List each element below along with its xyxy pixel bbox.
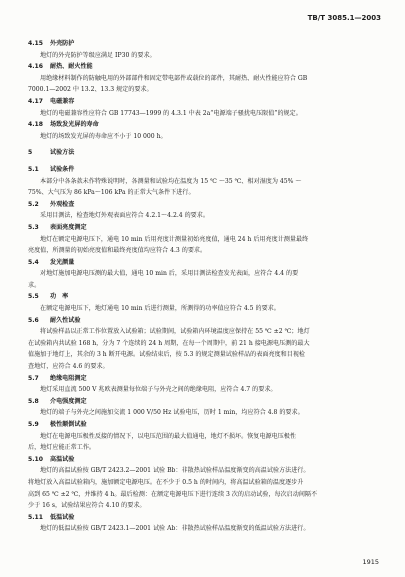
body-text-line: 地灯的场致发光屏的寿命应不小于 10 000 h。 [40, 132, 167, 140]
section-title: 功 率 [50, 293, 69, 301]
body-text-line: 后，地灯应能正常工作。 [28, 444, 96, 452]
section-number: 4.16 [28, 63, 44, 71]
section-number: 5.4 [28, 258, 39, 266]
section-heading [28, 373, 385, 385]
section-title: 场致发光屏的寿命 [50, 121, 99, 129]
body-text-line: 亮度值，所测量的初始亮度值和最终亮度值均应符合 4.3 的要求。 [28, 247, 207, 255]
section-number: 5.8 [28, 397, 39, 405]
section-heading [28, 512, 385, 524]
section-heading [28, 119, 385, 131]
section-number: 5.2 [28, 200, 39, 208]
section-heading [28, 315, 385, 327]
body-text-line: 地灯的电磁兼容性应符合 GB 17743—1999 的 4.3.1 中表 2a“电源端子骚扰电压限值”的规定。 [40, 109, 302, 117]
body-text-line: 值施加于地灯上，其余的 3 h 断开电源。试验结束后，按 5.3 的规定测量试验样品的表面亮度和目视检 [28, 351, 306, 359]
section-title: 外壳防护 [50, 40, 75, 47]
section-heading [28, 38, 385, 50]
section-heading [28, 396, 385, 408]
body-text-line: 查地灯，应符合 4.6 的要求。 [28, 363, 109, 371]
section-title: 低温试验 [50, 513, 75, 521]
section-title: 介电强度测定 [50, 397, 87, 405]
body-text-line: 75%、大气压为 86 kPa～106 kPa 的正常大气条件下进行。 [28, 189, 195, 197]
section-heading [28, 291, 385, 303]
body-text-line: 地灯的低温试验按 GB/T 2423.1—2001 试验 Ab：非散热试验样品温度渐变的低温试验方法进行。 [40, 525, 310, 533]
body-text-line: 地灯在额定电源电压下，通电 10 min 后用亮度计测量初始亮度值，通电 24 h 后用亮度计测量最终 [40, 235, 309, 243]
section-title: 高温试验 [50, 455, 75, 463]
section-number: 5.11 [28, 513, 44, 521]
section-heading [28, 199, 385, 211]
body-text-line: 采用目测法，检查地灯外观表面应符合 4.2.1～4.2.4 的要求。 [40, 212, 209, 220]
section-number: 5.10 [28, 455, 44, 463]
section-heading [28, 222, 385, 234]
body-text-line: 少于 16 s，试验结果应符合 4.10 的要求。 [28, 502, 146, 510]
section-heading [28, 61, 385, 73]
document-body [28, 38, 385, 535]
body-text-line: 将试验样品以正常工作位置放入试验箱；试验期间，试验箱内环境温度应保持在 55 ℃ ±2 ℃；地灯 [40, 328, 310, 336]
section-heading [28, 454, 385, 466]
section-number: 5.1 [28, 165, 39, 173]
section-title: 表面亮度测定 [50, 223, 87, 231]
body-text-line: 地灯在电源电压极性反接的情况下，以电压范围的最大值通电，地灯不损坏。恢复电源电压极性 [40, 432, 296, 440]
section-number: 5.3 [28, 223, 39, 231]
section-number: 5 [28, 149, 33, 157]
section-title: 耐热、耐火性能 [50, 63, 93, 71]
section-title: 试验方法 [50, 149, 75, 157]
section-number: 4.15 [28, 40, 44, 47]
section-number: 5.6 [28, 316, 39, 324]
section-title: 极性颠倒试验 [50, 421, 87, 428]
section-title: 外观检查 [50, 200, 75, 208]
body-text-line: 7000.1—2002 中 13.2、13.3 规定的要求。 [28, 86, 153, 94]
body-text-line: 本部分中各条款未作特殊说明时，各测量和试验均在温度为 15 ℃ ～35 ℃、相对湿度为 45% ～ [40, 177, 302, 185]
standard-number: TB/T 3085.1—2003 [307, 14, 381, 22]
body-text-line: 在额定电源电压下，地灯通电 10 min 后进行测量，所测得的功率值应符合 4.5 的要求。 [40, 305, 280, 313]
body-text-line: 将地灯放入高温试验箱内，施加额定电源电压。在不少于 0.5 h 的时间内，将高温试验箱的温度逐步升 [28, 478, 304, 486]
body-text-line: 地灯采用直流 500 V 兆欧表测量每位端子与外壳之间的绝缘电阻，应符合 4.7 的要求。 [40, 386, 277, 394]
page-number: 1915 [362, 558, 379, 566]
section-title: 绝缘电阻测定 [50, 374, 87, 382]
section-heading [28, 164, 385, 176]
body-text-line: 高到 65 ℃ ±2 ℃，并维持 4 h。最后检测：在额定电源电压下进行连续 3 次的启动试验，每次启动间隔不 [28, 490, 318, 498]
body-text-line: 地灯的外壳防护等级应满足 IP30 的要求。 [40, 51, 156, 59]
body-text-line: 在试验箱内共试验 168 h，分为 7 个连续的 24 h 周期，在每一个周期中，前 21 h 接电源电压测的最大 [28, 339, 310, 347]
body-text-line: 用绝缘材料制作的防触电用的外部部件和固定带电部件或载位的部件，其耐热、耐火性能应符合 GB [40, 74, 308, 82]
section-heading [28, 96, 385, 108]
section-number: 5.5 [28, 293, 39, 301]
body-text-line: 对地灯施加电源电压测的最大值，通电 10 min 后，采用目测法检查发光表面，应符合 4.4 的要 [40, 270, 299, 278]
section-title: 耐久性试验 [50, 316, 81, 324]
section-number: 5.7 [28, 374, 39, 382]
section-number: 5.9 [28, 421, 39, 428]
section-heading [28, 257, 385, 269]
section-heading [28, 147, 385, 159]
section-title: 试验条件 [50, 165, 75, 173]
section-number: 4.18 [28, 121, 44, 129]
section-title: 电磁兼容 [50, 97, 75, 105]
section-heading [28, 419, 385, 431]
section-number: 4.17 [28, 97, 44, 105]
section-title: 发光颜量 [50, 258, 75, 266]
body-text-line: 地灯的端子与外壳之间施加交流 1 000 V/50 Hz 试验电压，历时 1 min，均应符合 4.8 的要求。 [40, 409, 304, 417]
body-text-line: 求。 [28, 281, 41, 289]
body-text-line: 地灯的高温试验按 GB/T 2423.2—2001 试验 Bb：非散热试验样品温度渐变的高温试验方法进行。 [40, 467, 310, 475]
